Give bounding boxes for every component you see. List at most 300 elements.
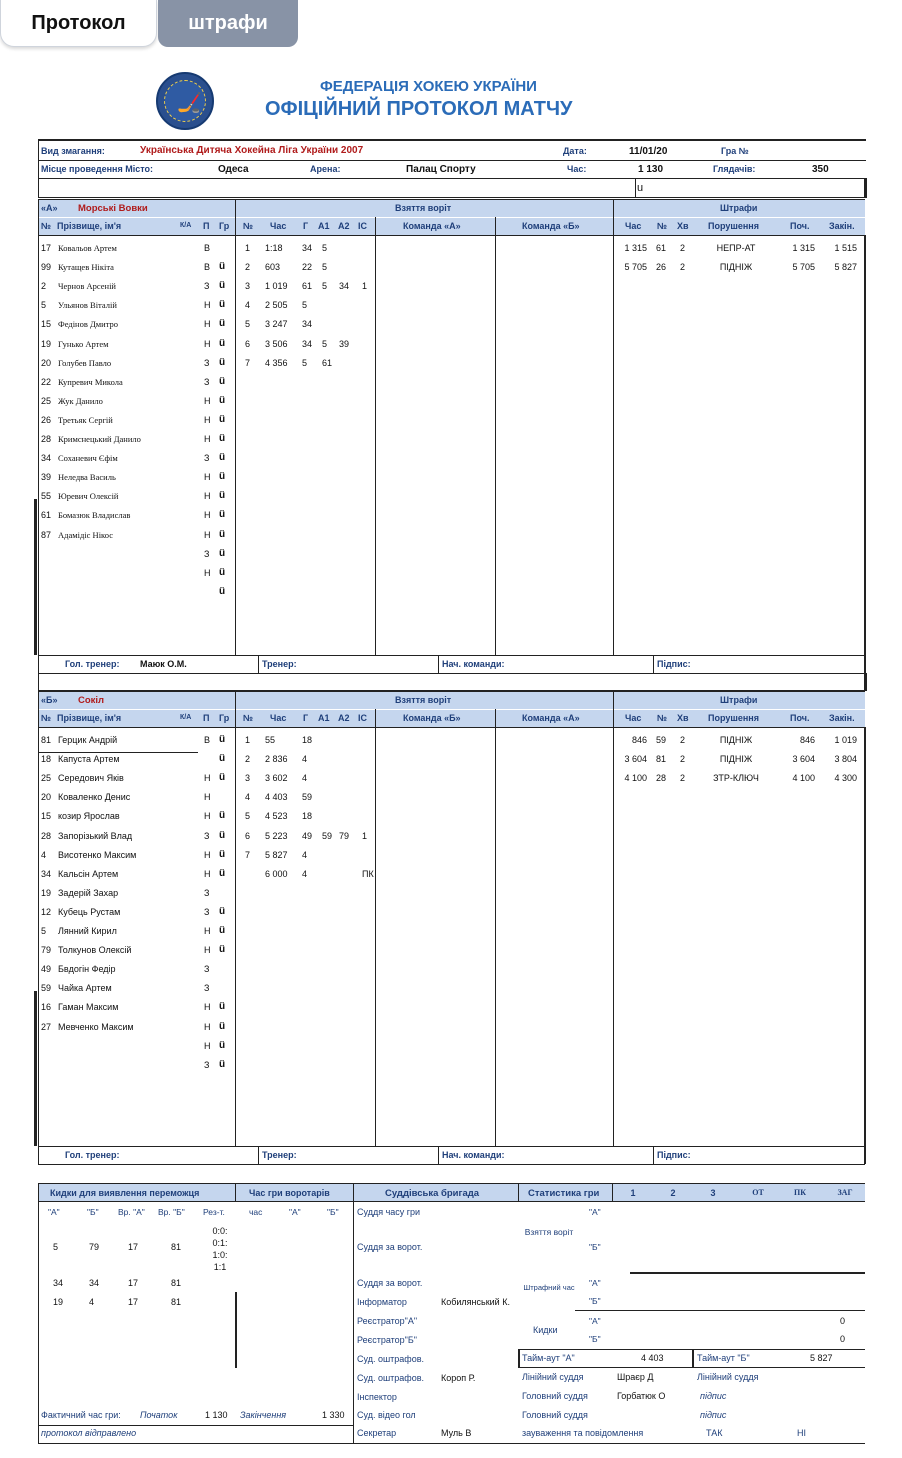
divider <box>864 673 867 691</box>
penalty-player: 59 <box>656 735 667 745</box>
hockey-stick-icon: 🏒 <box>177 90 202 114</box>
goal-time: 3 602 <box>265 773 288 784</box>
player-position: Н <box>204 811 211 822</box>
official-role: Головний суддя <box>522 1391 588 1401</box>
extra-mark: u <box>637 182 644 194</box>
player-name: Ковальов Артем <box>58 243 117 253</box>
goal-time: 4 403 <box>265 792 288 803</box>
divider <box>438 1146 439 1164</box>
shootout-value: 17 <box>128 1278 139 1288</box>
divider <box>34 499 37 655</box>
player-played-mark: ü <box>219 585 226 597</box>
player-position: З <box>204 906 210 917</box>
date: 11/01/20 <box>629 146 668 157</box>
player-position: Н <box>204 849 211 860</box>
player-played-mark: ü <box>219 452 226 464</box>
goal-scorer: 49 <box>302 830 313 841</box>
penalty-start: 3 604 <box>792 754 815 765</box>
player-position: Н <box>204 338 211 349</box>
shootout-result-line: 1:1 <box>213 1262 227 1272</box>
col-goal-is: ІС <box>358 221 367 231</box>
player-name: Ульянов Віталій <box>58 300 117 311</box>
arena: Палац Спорту <box>406 164 476 175</box>
player-played-mark: ü <box>219 509 226 521</box>
player-number: 34 <box>41 868 52 879</box>
col-team-second: Команда «Б» <box>522 221 580 231</box>
goal-number: 4 <box>245 792 251 803</box>
time: 1 130 <box>638 164 664 175</box>
shootout-value: 34 <box>53 1278 64 1288</box>
shootout-result-line: 0:0: <box>212 1226 228 1236</box>
penalty-end: 1 515 <box>834 243 857 253</box>
goal-scorer: 18 <box>302 735 313 745</box>
divider <box>258 655 259 673</box>
col-gr: Гр <box>219 713 230 723</box>
player-position: З <box>204 376 210 387</box>
spectators: 350 <box>812 164 829 175</box>
player-number: 25 <box>41 773 52 784</box>
divider <box>38 235 865 236</box>
player-played-mark: ü <box>219 528 226 540</box>
goal-number: 6 <box>245 830 251 841</box>
player-number: 5 <box>41 926 47 936</box>
timeout-a-label: Тайм-аут "А" <box>522 1353 575 1363</box>
player-played-mark: ü <box>219 471 226 483</box>
shootout-value: 17 <box>128 1242 139 1252</box>
player-position: З <box>204 453 210 464</box>
player-played-mark: ü <box>219 772 226 784</box>
player-number: 16 <box>41 1002 52 1013</box>
divider <box>38 752 198 753</box>
player-played-mark: ü <box>219 433 226 444</box>
competition-label: Вид змагання: <box>41 146 105 156</box>
player-number: 20 <box>41 792 52 803</box>
player-position: З <box>204 887 210 898</box>
player-number: 5 <box>41 300 47 311</box>
penalties-header: Штрафи <box>720 695 758 705</box>
goal-time: 6 000 <box>265 868 288 879</box>
player-position: В <box>204 262 211 273</box>
col-goal-a2: А2 <box>338 713 350 723</box>
goal-time: 5 223 <box>265 830 288 841</box>
penalty-time: 1 315 <box>624 243 647 253</box>
goal-scorer: 34 <box>302 338 313 349</box>
player-position: З <box>204 983 210 994</box>
player-name: Запорізький Влад <box>58 830 133 841</box>
player-number: 39 <box>41 472 52 483</box>
penalty-violation: ЗТР-КЛЮЧ <box>713 773 759 784</box>
col-no: № <box>41 221 52 231</box>
referee-role: Інспектор <box>357 1392 397 1402</box>
player-position: Н <box>204 300 211 311</box>
col-pen-start: Поч. <box>790 221 810 231</box>
player-position: З <box>204 357 210 368</box>
shootout-header: "А" <box>48 1207 60 1217</box>
penalty-violation: ПІДНІЖ <box>719 754 753 765</box>
col-pen-violation: Порушення <box>708 221 759 231</box>
divider <box>38 673 39 691</box>
col-goal-time: Час <box>270 221 287 231</box>
player-name: козир Ярослав <box>58 811 120 822</box>
player-position: Н <box>204 945 211 956</box>
tab-penalties[interactable]: штрафи <box>158 0 298 47</box>
player-number: 15 <box>41 811 52 822</box>
player-number: 22 <box>41 376 52 387</box>
penalty-minutes: 2 <box>680 735 686 745</box>
official-role-2: підпис <box>700 1410 727 1420</box>
divider <box>38 691 865 692</box>
player-number: 20 <box>41 357 52 368</box>
player-played-mark: ü <box>219 734 226 745</box>
remarks-label: зауваження та повідомлення <box>522 1428 644 1438</box>
timeout-b: 5 827 <box>810 1353 833 1363</box>
signature-label: Підпис: <box>657 659 691 669</box>
player-number: 2 <box>41 281 47 292</box>
player-played-mark: ü <box>219 566 226 578</box>
goal-number: 3 <box>245 773 251 784</box>
referee-name: Короп Р. <box>441 1373 476 1383</box>
goal-number: 7 <box>245 849 251 860</box>
tab-protocol[interactable]: Протокол <box>0 0 157 47</box>
shots-b-total: 0 <box>840 1334 846 1344</box>
stats-shots-b: "Б" <box>589 1334 601 1344</box>
player-played-mark: ü <box>219 280 226 292</box>
referee-name: Муль В <box>441 1428 472 1438</box>
goal-situation: 1 <box>362 830 368 841</box>
shootout-value: 17 <box>128 1297 139 1307</box>
goal-time: 603 <box>265 262 281 273</box>
player-number: 81 <box>41 735 52 745</box>
goal-scorer: 18 <box>302 811 313 822</box>
referee-role: Суд. оштрафов. <box>357 1354 425 1364</box>
penalty-player: 28 <box>656 773 667 784</box>
player-position: Н <box>204 414 211 425</box>
goal-assist-1: 5 <box>322 338 328 349</box>
referee-role: Реєстратор"Б" <box>357 1335 417 1345</box>
col-pen-end: Закін. <box>829 221 855 231</box>
period-1: 1 <box>630 1188 636 1198</box>
goal-number: 4 <box>245 300 251 311</box>
official-name: Шраєр Д <box>617 1372 654 1382</box>
remarks-no[interactable]: НІ <box>797 1428 806 1438</box>
player-row <box>38 586 235 605</box>
player-name: Юревич Олексій <box>58 491 119 502</box>
player-position: Н <box>204 529 211 540</box>
player-number: 61 <box>41 510 52 521</box>
competition: Українська Дитяча Хокейна Ліга України 2007 <box>140 145 364 156</box>
goal-time: 4 523 <box>265 811 288 822</box>
penalty-end: 5 827 <box>834 262 857 273</box>
player-position: Н <box>204 434 211 444</box>
divider <box>864 1146 866 1164</box>
goal-scorer: 4 <box>302 754 308 765</box>
player-played-mark: ü <box>219 413 226 425</box>
col-goal-g: Г <box>303 221 309 231</box>
stats-pen-label: Штрафний час <box>523 1283 575 1292</box>
referee-role: Суддя за ворот. <box>357 1278 423 1288</box>
goal-time: 3 506 <box>265 338 288 349</box>
time-label: Час: <box>567 164 587 174</box>
col-name: Прізвище, ім'я <box>57 221 122 231</box>
goal-time: 55 <box>265 735 276 745</box>
period-2: 2 <box>670 1188 676 1198</box>
col-no: № <box>41 713 52 723</box>
shootout-header: "Б" <box>327 1207 339 1217</box>
goal-time: 5 827 <box>265 849 288 860</box>
player-position: Н <box>204 567 211 578</box>
col-team-first: Команда «Б» <box>403 713 461 723</box>
end-label: Закінчення <box>240 1410 287 1420</box>
player-played-mark: ü <box>219 1001 226 1013</box>
shootout-value: 79 <box>89 1242 100 1252</box>
penalty-end: 4 300 <box>834 773 857 784</box>
referee-role: Суд. оштрафов. <box>357 1373 425 1383</box>
player-number: 27 <box>41 1021 52 1032</box>
penalty-time: 4 100 <box>624 773 647 784</box>
divider <box>653 1146 654 1164</box>
goal-scorer: 5 <box>302 300 308 311</box>
player-number: 55 <box>41 491 52 502</box>
shootout-value: 81 <box>171 1278 182 1288</box>
player-played-mark: ü <box>219 867 226 879</box>
player-position: Н <box>204 792 211 803</box>
divider <box>235 691 236 1146</box>
goal-situation: ПК <box>362 868 374 879</box>
col-goal-a2: А2 <box>338 221 350 231</box>
team-name: Морські Вовки <box>78 203 148 214</box>
player-position: В <box>204 243 211 253</box>
player-number: 12 <box>41 906 52 917</box>
col-pen-violation: Порушення <box>708 713 759 723</box>
referees-title: Суддівська бригада <box>385 1188 480 1199</box>
col-pen-time: Час <box>625 221 642 231</box>
col-pen-start: Поч. <box>790 713 810 723</box>
divider <box>864 235 866 655</box>
shootout-result-line: 0:1: <box>212 1238 228 1248</box>
player-played-mark: ü <box>219 905 226 917</box>
arena-label: Арена: <box>310 164 341 174</box>
col-gr: Гр <box>219 221 230 231</box>
goal-number: 7 <box>245 357 251 368</box>
player-played-mark: ü <box>219 1058 226 1070</box>
penalty-start: 5 705 <box>792 262 815 273</box>
referee-role: Реєстратор"А" <box>357 1316 418 1326</box>
referee-role: Суддя за ворот. <box>357 1242 423 1252</box>
shootout-value: 19 <box>53 1297 64 1307</box>
player-number: 26 <box>41 414 52 425</box>
divider <box>38 727 865 728</box>
player-number: 25 <box>41 395 52 406</box>
player-name: Середович Яків <box>58 773 124 784</box>
referee-role: Секретар <box>357 1428 397 1438</box>
referee-role: Суддя часу гри <box>357 1207 421 1217</box>
player-number: 79 <box>41 945 52 956</box>
gk-time-title: Час гри воротарів <box>249 1188 330 1198</box>
player-played-mark: ü <box>219 1020 226 1032</box>
goal-assist-1: 59 <box>322 830 333 841</box>
goal-assist-1: 5 <box>322 262 328 273</box>
player-name: Купревич Микола <box>58 376 123 387</box>
col-pen-min: Хв <box>677 713 689 723</box>
col-goal-a1: А1 <box>318 221 330 231</box>
divider <box>38 1164 865 1165</box>
federation-name: ФЕДЕРАЦІЯ ХОКЕЮ УКРАЇНИ <box>320 78 537 95</box>
player-number: 87 <box>41 529 52 540</box>
player-played-mark: ü <box>219 375 226 387</box>
actual-time-label: Фактичний час гри: <box>41 1410 121 1420</box>
stats-pen-a: "А" <box>589 1278 601 1288</box>
trainer-label: Тренер: <box>262 659 297 669</box>
team-chief-label: Нач. команди: <box>442 659 505 669</box>
penalty-time: 846 <box>631 735 647 745</box>
official-name: Горбатюк О <box>617 1391 666 1401</box>
player-played-mark: ü <box>219 810 226 822</box>
col-goal-no: № <box>243 221 254 231</box>
player-played-mark: ü <box>219 490 226 502</box>
divider <box>38 217 865 218</box>
penalty-end: 3 804 <box>834 754 857 765</box>
goal-assist-2: 79 <box>339 830 350 841</box>
player-name: Соханевич Єфім <box>58 453 118 464</box>
divider <box>38 655 865 656</box>
player-position: Н <box>204 510 211 521</box>
official-role: Лінійний суддя <box>522 1372 584 1382</box>
goal-assist-2: 39 <box>339 338 350 349</box>
player-name: Гунько Артем <box>58 338 109 349</box>
start-label: Початок <box>140 1410 178 1420</box>
shootout-header: Вр. "Б" <box>158 1207 185 1217</box>
goal-scorer: 5 <box>302 357 308 368</box>
goal-scorer: 4 <box>302 773 308 784</box>
penalties-header: Штрафи <box>720 203 758 213</box>
divider <box>864 655 866 673</box>
col-pen-end: Закін. <box>829 713 855 723</box>
player-name: Адамідіс Нікос <box>58 529 113 540</box>
shootout-header: Рез-т. <box>203 1207 225 1217</box>
col-goal-time: Час <box>270 713 287 723</box>
goal-number: 5 <box>245 811 251 822</box>
player-name: Мевченко Максим <box>58 1021 134 1032</box>
goal-situation: 1 <box>362 281 368 292</box>
player-number: 19 <box>41 887 52 898</box>
shots-a-total: 0 <box>840 1316 846 1326</box>
player-position: З <box>204 548 210 559</box>
penalty-start: 1 315 <box>792 243 815 253</box>
player-position: З <box>204 281 210 292</box>
player-position: Н <box>204 1021 211 1032</box>
goal-number: 5 <box>245 319 251 330</box>
goal-time: 3 247 <box>265 319 288 330</box>
divider <box>235 199 236 655</box>
player-played-mark: ü <box>219 1039 226 1051</box>
goal-assist-2: 34 <box>339 281 350 292</box>
referee-role: Інформатор <box>357 1297 407 1307</box>
col-goal-g: Г <box>303 713 309 723</box>
player-played-mark: ü <box>219 753 226 765</box>
player-name: Чайка Артем <box>58 983 112 994</box>
goal-number: 6 <box>245 338 251 349</box>
divider <box>258 1146 259 1164</box>
game-label: Гра № <box>721 146 749 156</box>
goals-header: Взяття воріт <box>395 203 452 213</box>
penalty-minutes: 2 <box>680 243 686 253</box>
player-position: Н <box>204 472 211 483</box>
player-name: Бвдогін Федір <box>58 964 116 975</box>
signature-label: Підпис: <box>657 1150 691 1160</box>
penalty-time: 3 604 <box>624 754 647 765</box>
col-goal-is: ІС <box>358 713 367 723</box>
referee-role: Суд. відео гол <box>357 1410 416 1420</box>
player-number: 15 <box>41 319 52 330</box>
player-name: Гаман Максим <box>58 1002 119 1013</box>
player-name: Федінов Дмитро <box>58 319 119 330</box>
penalty-end: 1 019 <box>834 735 857 745</box>
stats-goals-a: "А" <box>589 1207 601 1217</box>
divider <box>38 199 865 200</box>
divider <box>864 727 866 1146</box>
official-role-2: підпис <box>700 1391 727 1401</box>
player-played-mark: ü <box>219 261 226 273</box>
player-name: Капуста Артем <box>58 754 120 765</box>
divider <box>653 655 654 673</box>
player-name: Висотенко Максим <box>58 849 137 860</box>
col-goal-a1: А1 <box>318 713 330 723</box>
player-number: 28 <box>41 830 52 841</box>
period-3: 3 <box>710 1188 716 1198</box>
player-played-mark: ü <box>219 944 226 956</box>
shootout-header: час <box>249 1207 263 1217</box>
date-label: Дата: <box>563 146 587 156</box>
stats-pen-b: "Б" <box>589 1296 601 1306</box>
col-team-second: Команда «А» <box>522 713 580 723</box>
player-name: Кримснецький Данило <box>58 434 141 444</box>
player-played-mark: ü <box>219 356 226 368</box>
col-ka: К/А <box>180 222 192 229</box>
player-position: Н <box>204 1040 211 1051</box>
player-name: Третьяк Сергій <box>58 414 113 425</box>
divider <box>495 709 496 1146</box>
period-заг: ЗАГ <box>837 1188 853 1197</box>
col-p: П <box>203 221 210 231</box>
divider <box>38 709 865 710</box>
divider <box>375 217 376 655</box>
divider <box>495 217 496 655</box>
player-number: 4 <box>41 849 47 860</box>
goal-scorer: 4 <box>302 849 308 860</box>
timeout-a: 4 403 <box>641 1353 664 1363</box>
period-от: ОТ <box>752 1188 764 1197</box>
penalty-player: 61 <box>656 243 667 253</box>
shootout-title: Кидки для виявлення переможця <box>50 1188 200 1198</box>
official-role-2: Лінійний суддя <box>697 1372 759 1382</box>
player-name: Лянний Кирил <box>58 926 117 936</box>
shootout-result <box>205 1225 235 1273</box>
head-coach-label: Гол. тренер: <box>65 1150 120 1160</box>
goal-scorer: 61 <box>302 281 313 292</box>
remarks-yes[interactable]: ТАК <box>706 1428 723 1438</box>
start-time: 1 130 <box>205 1410 228 1420</box>
col-ka: К/А <box>180 714 192 721</box>
goal-time: 1 019 <box>265 281 288 292</box>
player-played-mark: ü <box>219 337 226 349</box>
referee-name: Кобилянський К. <box>441 1297 510 1307</box>
penalty-player: 26 <box>656 262 667 273</box>
player-name: Бомазюк Владислав <box>58 510 131 521</box>
shootout-value: 81 <box>171 1297 182 1307</box>
player-position: Н <box>204 395 211 406</box>
col-name: Прізвище, ім'я <box>57 713 122 723</box>
divider <box>38 1146 865 1147</box>
